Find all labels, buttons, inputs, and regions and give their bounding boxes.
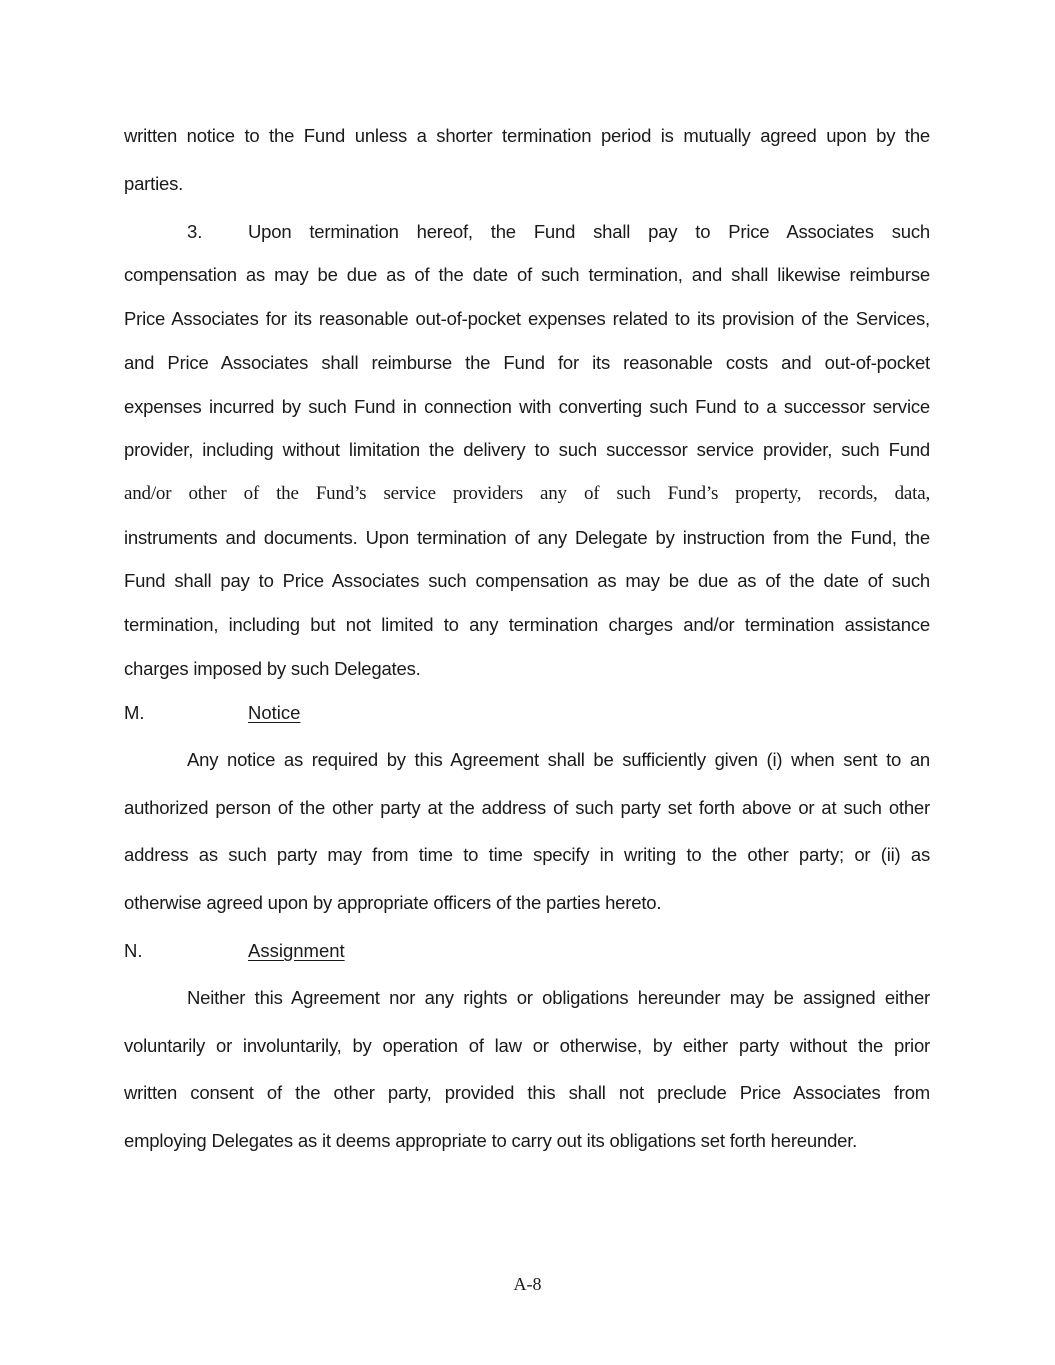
- text-line: provider, including without limitation the delivery to such successor service provider, such Fund: [124, 439, 930, 460]
- section-letter: M.: [124, 702, 145, 723]
- text-line: otherwise agreed upon by appropriate officers of the parties hereto.: [124, 892, 662, 913]
- section-title: Notice: [248, 702, 301, 723]
- text-line: employing Delegates as it deems appropriate to carry out its obligations set forth hereunder.: [124, 1130, 858, 1151]
- text-line: written notice to the Fund unless a shorter termination period is mutually agreed upon by the: [124, 125, 930, 146]
- text-line: and Price Associates shall reimburse the Fund for its reasonable costs and out-of-pocket: [124, 352, 930, 373]
- section-letter: N.: [124, 940, 143, 961]
- text-line: written consent of the other party, provided this shall not preclude Price Associates from: [124, 1082, 930, 1103]
- page-number: A-8: [513, 1274, 542, 1294]
- text-line: Price Associates for its reasonable out-of-pocket expenses related to its provision of the Services,: [124, 308, 930, 329]
- text-line: and/or other of the Fund’s service providers any of such Fund’s property, records, data,: [124, 483, 930, 504]
- text-line: expenses incurred by such Fund in connection with converting such Fund to a successor service: [124, 396, 930, 417]
- section-title: Assignment: [248, 940, 345, 961]
- paragraph-number: 3.: [187, 221, 203, 242]
- text-line: Upon termination hereof, the Fund shall pay to Price Associates such: [248, 221, 930, 242]
- text-line: voluntarily or involuntarily, by operation of law or otherwise, by either party without the prior: [124, 1035, 930, 1056]
- text-line: parties.: [124, 173, 184, 194]
- text-line: Fund shall pay to Price Associates such compensation as may be due as of the date of such: [124, 570, 930, 591]
- text-line: instruments and documents. Upon termination of any Delegate by instruction from the Fund, the: [124, 527, 930, 548]
- text-line: termination, including but not limited to any termination charges and/or termination assistance: [124, 614, 930, 635]
- text-line: Neither this Agreement nor any rights or obligations hereunder may be assigned either: [187, 987, 930, 1008]
- text-line: authorized person of the other party at the address of such party set forth above or at such other: [124, 797, 930, 818]
- text-line: charges imposed by such Delegates.: [124, 658, 421, 679]
- text-line: compensation as may be due as of the date of such termination, and shall likewise reimburse: [124, 264, 930, 285]
- text-line: address as such party may from time to time specify in writing to the other party; or (ii) as: [124, 844, 930, 865]
- text-line: Any notice as required by this Agreement shall be sufficiently given (i) when sent to an: [187, 749, 930, 770]
